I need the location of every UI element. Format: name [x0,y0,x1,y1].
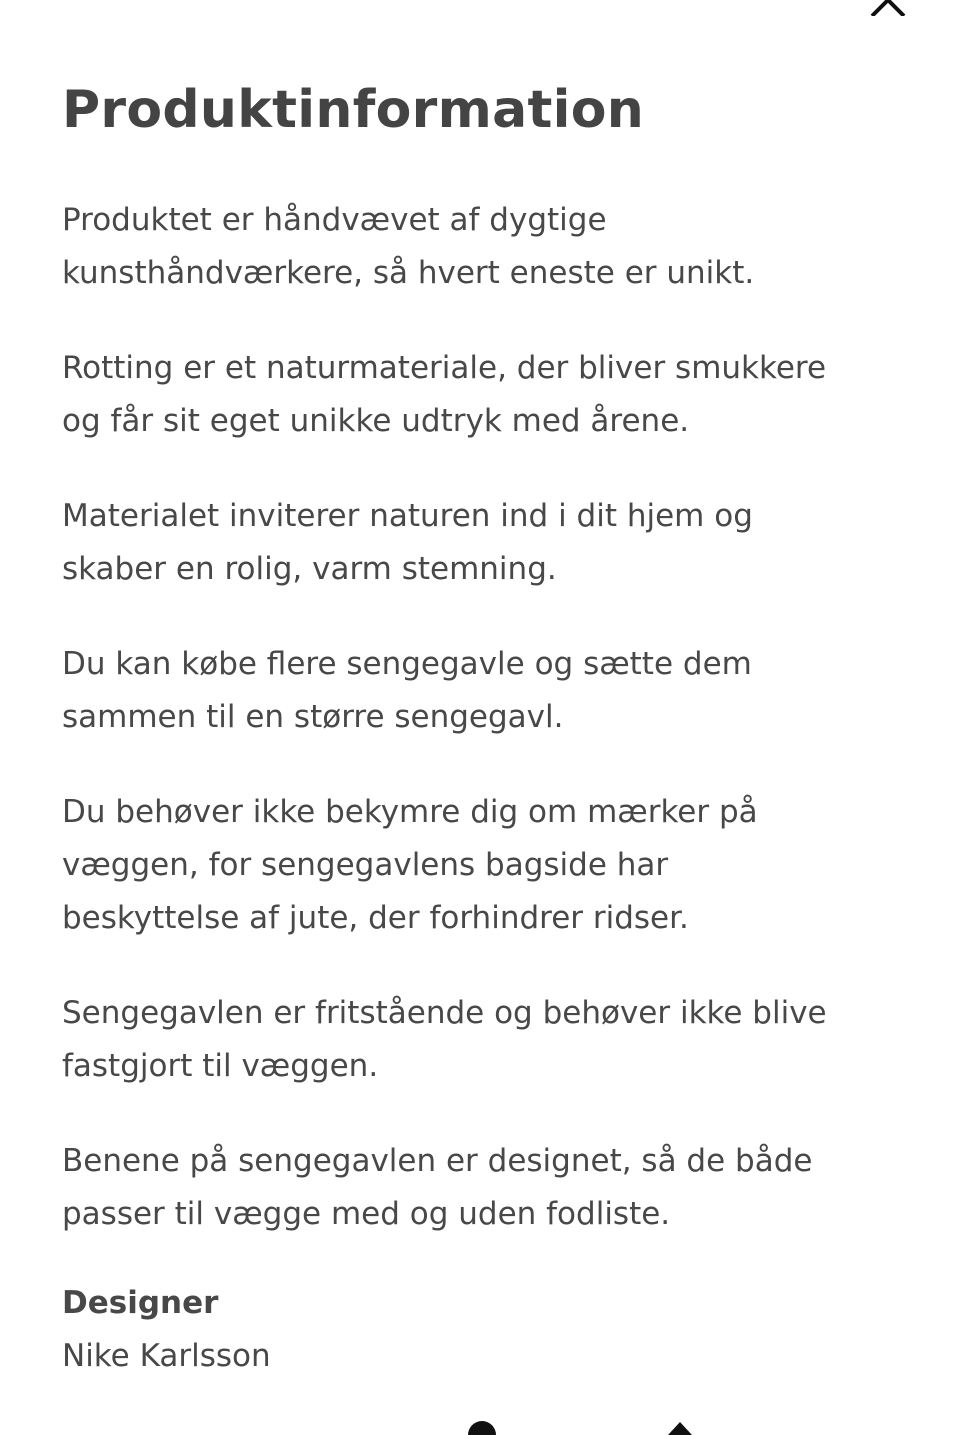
paragraph-line: Rotting er et naturmateriale, der bliver smukkere [62,350,827,386]
bottom-nav-icons [0,1420,960,1435]
paragraph-line: Materialet inviterer naturen ind i dit hjem og [62,498,753,534]
close-button[interactable] [868,0,908,16]
paragraph-line: passer til vægge med og uden fodliste. [62,1196,671,1232]
paragraph-line: Du kan købe flere sengegavle og sætte dem [62,646,752,682]
description-paragraph [62,1135,942,1241]
description-paragraph [62,490,942,596]
paragraph-line: Produktet er håndvævet af dygtige [62,202,607,238]
paragraph-line: fastgjort til væggen. [62,1048,379,1084]
partial-arrow-icon [668,1422,692,1435]
designer-label: Designer [62,1285,219,1321]
description-paragraph [62,638,942,744]
paragraph-line: Du behøver ikke bekymre dig om mærker på [62,794,758,830]
paragraph-line: Benene på sengegavlen er designet, så de både [62,1143,813,1179]
page-title: Produktinformation [62,80,645,140]
description-paragraph [62,786,942,945]
description-paragraph [62,987,942,1093]
paragraph-line: kunsthåndværkere, så hvert eneste er unikt. [62,255,755,291]
paragraph-line: sammen til en større sengegavl. [62,699,564,735]
close-icon [868,0,908,16]
paragraph-line: væggen, for sengegavlens bagside har [62,847,669,883]
paragraph-line: Sengegavlen er fritstående og behøver ikke blive [62,995,827,1031]
paragraph-line: og får sit eget unikke udtryk med årene. [62,403,690,439]
paragraph-line: skaber en rolig, varm stemning. [62,551,557,587]
paragraph-line: beskyttelse af jute, der forhindrer ridser. [62,900,689,936]
product-description [62,194,942,1383]
description-paragraph [62,194,942,300]
description-paragraph [62,342,942,448]
designer-name: Nike Karlsson [62,1338,271,1374]
partial-circle-icon [468,1421,496,1435]
